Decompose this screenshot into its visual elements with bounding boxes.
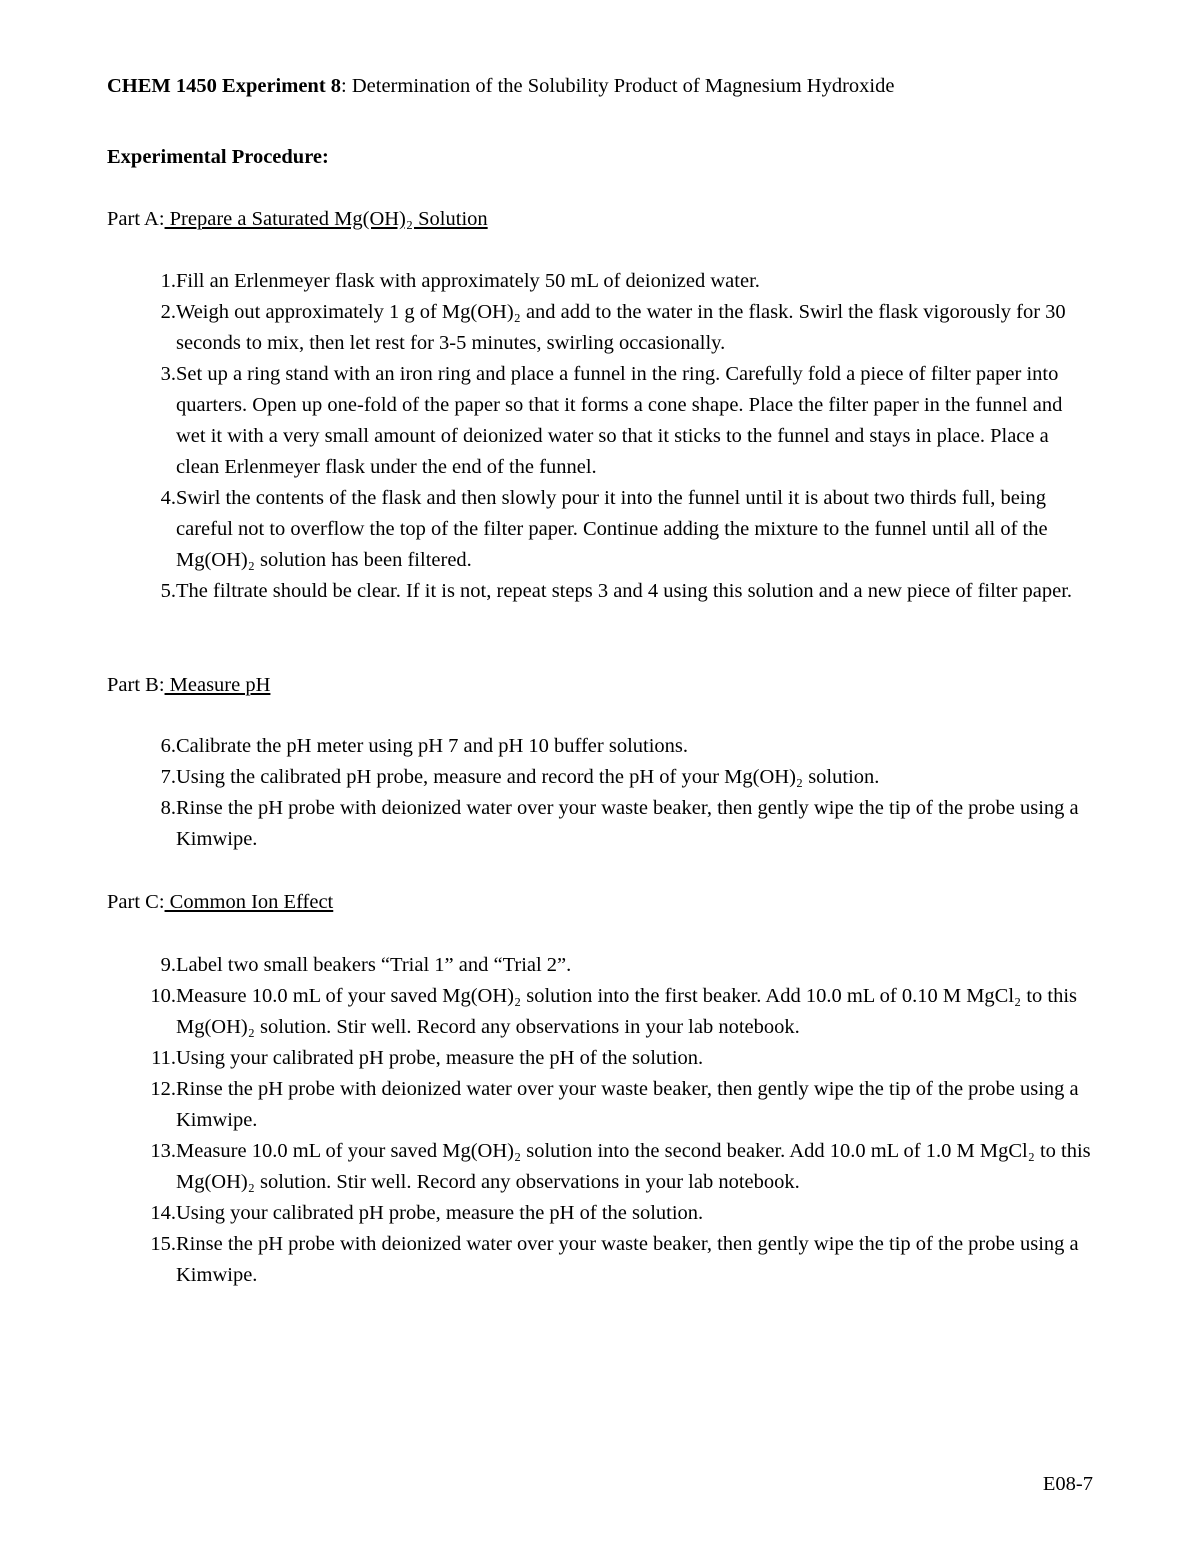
- list-item: [107, 1229, 1097, 1291]
- part-c-title: Common Ion Effect: [164, 891, 334, 913]
- list-item: [107, 762, 1097, 793]
- step-number: 10.: [150, 985, 176, 1007]
- step-text: Using your calibrated pH probe, measure the pH of the solution.: [176, 1047, 704, 1069]
- list-item: [107, 576, 1097, 607]
- part-c-steps: [107, 950, 1097, 1291]
- step-text: Rinse the pH probe with deionized water over your waste beaker, then gently wipe the tip of the probe using a Kimwipe.: [176, 1078, 1079, 1131]
- list-item: [107, 297, 1097, 359]
- step-text: Swirl the contents of the flask and then slowly pour it into the funnel until it is about two thirds full, being careful not to overflow the top of the filter paper. Continue adding the mixture to the funnel until all of the Mg(OH)₂ solution has been filtered.: [176, 487, 1048, 571]
- part-b-steps: [107, 731, 1097, 855]
- part-a-steps: [107, 266, 1097, 607]
- list-item: [107, 731, 1097, 762]
- part-a-prefix: Part A:: [107, 208, 165, 230]
- list-item: [107, 266, 1097, 297]
- step-number: 6.: [160, 735, 176, 757]
- step-number: 4.: [160, 487, 176, 509]
- list-item: [107, 359, 1097, 483]
- list-item: [107, 793, 1097, 855]
- step-number: 3.: [160, 363, 176, 385]
- step-text: Set up a ring stand with an iron ring and place a funnel in the ring. Carefully fold a piece of filter paper into quarters. Open up one-fold of the paper so that it forms a cone shape. Place the filter paper in the funnel and wet it with a very small amount of deionized water so that it sticks to the funnel and stays in place. Place a clean Erlenmeyer flask under the end of the funnel.: [176, 363, 1063, 478]
- step-number: 11.: [151, 1047, 176, 1069]
- step-text: Measure 10.0 mL of your saved Mg(OH)₂ solution into the first beaker. Add 10.0 mL of 0.10 M MgCl₂ to this Mg(OH)₂ solution. Stir well. Record any observations in your lab notebook.: [176, 985, 1078, 1038]
- part-b-heading: [107, 670, 270, 701]
- experiment-title: : Determination of the Solubility Product of Magnesium Hydroxide: [341, 75, 895, 97]
- list-item: [107, 981, 1097, 1043]
- step-number: 13.: [150, 1140, 176, 1162]
- list-item: [107, 483, 1097, 576]
- step-number: 2.: [160, 301, 176, 323]
- step-text: Using your calibrated pH probe, measure the pH of the solution.: [176, 1202, 704, 1224]
- part-b-prefix: Part B:: [107, 674, 165, 696]
- list-item: [107, 1136, 1097, 1198]
- step-text: Using the calibrated pH probe, measure and record the pH of your Mg(OH)₂ solution.: [176, 766, 880, 788]
- step-number: 14.: [150, 1202, 176, 1224]
- step-number: 1.: [160, 270, 176, 292]
- course-experiment-label: CHEM 1450 Experiment 8: [107, 75, 342, 97]
- part-b-title: Measure pH: [164, 674, 271, 696]
- list-item: [107, 1074, 1097, 1136]
- step-text: Calibrate the pH meter using pH 7 and pH 10 buffer solutions.: [176, 735, 689, 757]
- step-number: 15.: [150, 1233, 176, 1255]
- step-text: Rinse the pH probe with deionized water over your waste beaker, then gently wipe the tip of the probe using a Kimwipe.: [176, 797, 1079, 850]
- list-item: [107, 1198, 1097, 1229]
- step-text: The filtrate should be clear. If it is not, repeat steps 3 and 4 using this solution and a new piece of filter paper.: [176, 580, 1073, 602]
- list-item: [107, 950, 1097, 981]
- step-number: 7.: [160, 766, 176, 788]
- step-text: Rinse the pH probe with deionized water over your waste beaker, then gently wipe the tip of the probe using a Kimwipe.: [176, 1233, 1079, 1286]
- step-number: 5.: [160, 580, 176, 602]
- step-text: Label two small beakers “Trial 1” and “Trial 2”.: [176, 954, 572, 976]
- part-c-heading: [107, 887, 333, 918]
- list-item: [107, 1043, 1097, 1074]
- procedure-heading: Experimental Procedure:: [107, 146, 329, 168]
- part-a-title: Prepare a Saturated Mg(OH)₂ Solution: [164, 208, 488, 230]
- document-title: [107, 71, 894, 102]
- step-number: 9.: [160, 954, 176, 976]
- part-a-heading: [107, 204, 488, 235]
- part-c-prefix: Part C:: [107, 891, 165, 913]
- step-text: Measure 10.0 mL of your saved Mg(OH)₂ solution into the second beaker. Add 10.0 mL of 1.0 M MgCl₂ to this Mg(OH)₂ solution. Stir well. Record any observations in your lab notebook.: [176, 1140, 1091, 1193]
- page-number: E08-7: [1042, 1473, 1093, 1495]
- step-text: Fill an Erlenmeyer flask with approximately 50 mL of deionized water.: [176, 270, 760, 292]
- step-number: 8.: [160, 797, 176, 819]
- step-number: 12.: [150, 1078, 176, 1100]
- step-text: Weigh out approximately 1 g of Mg(OH)₂ and add to the water in the flask. Swirl the flask vigorously for 30 seconds to mix, then let rest for 3-5 minutes, swirling occasionally.: [176, 301, 1066, 354]
